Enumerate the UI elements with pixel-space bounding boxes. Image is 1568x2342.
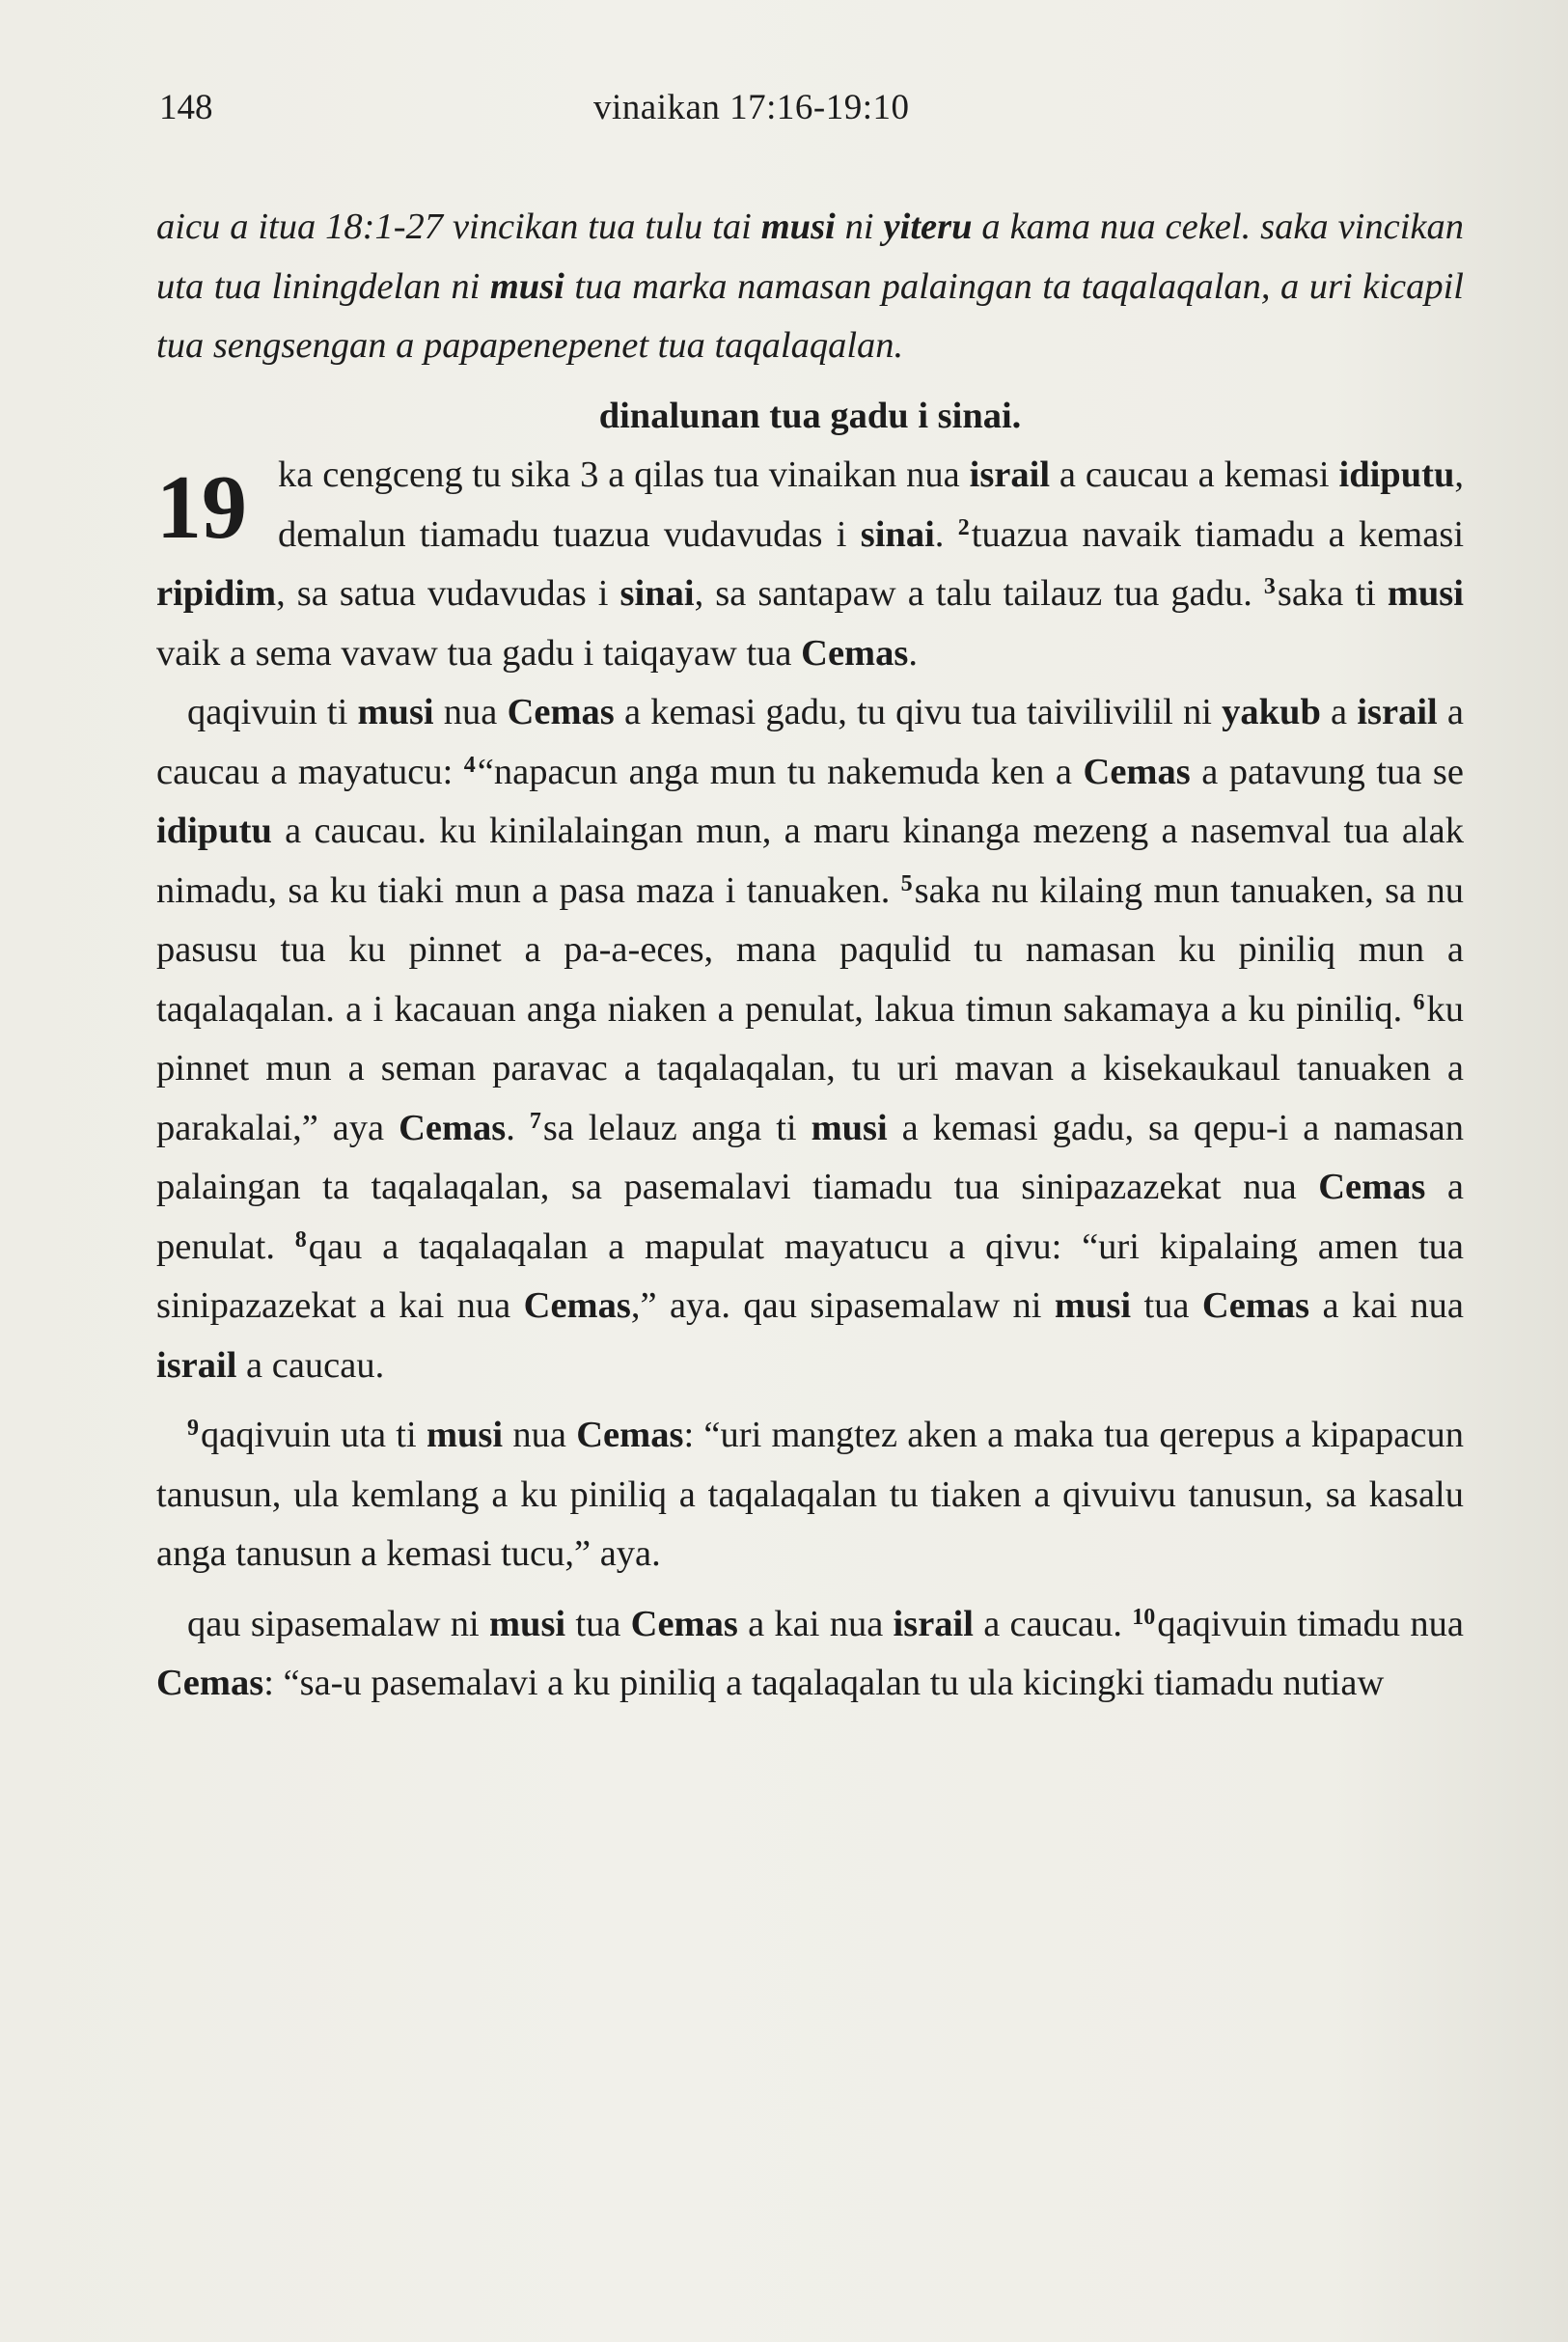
verse-number: 4 xyxy=(463,752,476,778)
text-run: , sa santapaw a talu tailauz tua gadu. xyxy=(694,573,1264,614)
verse-number: 9 xyxy=(187,1416,199,1441)
bold-name: musi xyxy=(1054,1285,1132,1326)
bold-name: musi xyxy=(488,1603,566,1644)
verse-number: 7 xyxy=(529,1108,541,1134)
bold-name: idiputu xyxy=(156,811,272,851)
bold-name: yiteru xyxy=(883,207,973,247)
text-run: a kai nua xyxy=(1309,1285,1464,1326)
text-run: saka nu kilaing mun tanuaken, sa nu pasusu tua ku pinnet a pa-a-eces, mana paqulid tu namasan ku piniliq mun a taqalaqalan. a i kacauan anga niaken a penulat, lakua timun sakamaya a ku piniliq. xyxy=(156,869,1464,1030)
text-run: ,” aya. qau sipasemalaw ni xyxy=(630,1285,1055,1326)
verse-number: 8 xyxy=(294,1226,307,1253)
chapter-summary xyxy=(156,198,1464,376)
bold-name: israil xyxy=(969,455,1051,495)
bold-name: yakub xyxy=(1222,692,1321,732)
bold-name: musi xyxy=(760,207,836,247)
bold-name: Cemas xyxy=(630,1603,738,1644)
bold-name: israil xyxy=(1357,692,1438,732)
bold-name: Cemas xyxy=(576,1415,684,1455)
bold-name: sinai xyxy=(619,573,695,614)
text-run: a caucau a mayatucu: xyxy=(156,692,1465,792)
text-run: qau sipasemalaw ni xyxy=(187,1603,489,1644)
text-run: qau a taqalaqalan a mapulat mayatucu a qivu: “uri kipalaing amen tua sinipazazekat a kai nua xyxy=(156,1226,1464,1326)
text-run: : “uri mangtez aken a maka tua qerepus a kipapacun tanusun, ula kemlang a ku piniliq a taqalaqalan tu tiaken a qivuivu tanusun, sa kasalu anga tanusun a kemasi tucu,” aya. xyxy=(156,1415,1464,1574)
bold-name: idiputu xyxy=(1338,455,1455,495)
bold-name: sinai xyxy=(860,513,935,555)
text-run: vaik a sema vavaw tua gadu i taiqayaw tua xyxy=(156,632,802,674)
text-run: , sa satua vudavudas i xyxy=(276,573,620,614)
paragraph xyxy=(156,1406,1464,1584)
bold-name: musi xyxy=(357,692,434,732)
bold-name: israil xyxy=(156,1344,237,1386)
text-run: . xyxy=(934,513,958,555)
scripture-paragraphs xyxy=(156,446,1464,1714)
text-run: a caucau. ku kinilalaingan mun, a maru kinanga mezeng a nasemval tua alak nimadu, sa ku tiaki mun a pasa maza i tanuaken. xyxy=(156,811,1464,911)
paragraph xyxy=(156,683,1464,1395)
verse-number: 2 xyxy=(957,514,970,540)
text-run: nua xyxy=(433,692,508,732)
text-run: qaqivuin timadu nua xyxy=(1157,1603,1464,1644)
text-run: a kemasi gadu, sa qepu-i a namasan palaingan ta taqalaqalan, sa pasemalavi tiamadu tua sinipazazekat nua xyxy=(156,1107,1464,1207)
section-heading: dinalunan tua gadu i sinai. xyxy=(598,395,1022,436)
text-run: a caucau. xyxy=(236,1344,385,1386)
bold-name: musi xyxy=(426,1415,504,1455)
text-run: ka cengceng tu sika 3 a qilas tua vinaikan nua xyxy=(278,455,970,495)
text-run: . xyxy=(506,1107,530,1148)
bold-name: israil xyxy=(893,1603,974,1644)
text-run: a xyxy=(1320,692,1358,732)
text-run: a kemasi gadu, tu qivu tua taivilivilil ni xyxy=(614,692,1223,732)
bold-name: Cemas xyxy=(1318,1167,1426,1207)
text-run: a caucau a kemasi xyxy=(1050,455,1339,495)
text-run: ku pinnet mun a seman paravac a taqalaqalan, tu uri mavan a kisekaukaul tanuaken a parakalai,” aya xyxy=(156,988,1464,1148)
bold-name: ripidim xyxy=(156,573,277,614)
verse-number: 5 xyxy=(900,870,913,896)
text-run: ni xyxy=(835,207,884,247)
text-run: nua xyxy=(503,1415,577,1455)
bold-name: Cemas xyxy=(1083,751,1191,792)
bold-name: Cemas xyxy=(507,692,615,732)
verse-number: 10 xyxy=(1132,1604,1156,1630)
text-run: a kai nua xyxy=(737,1603,894,1644)
text-run: aicu a itua 18:1-27 vincikan tua tulu tai xyxy=(156,207,761,247)
bold-name: Cemas xyxy=(523,1285,631,1326)
text-run: tua xyxy=(1131,1285,1202,1326)
chapter-number: 19 xyxy=(156,457,247,558)
chapter-opening-paragraph xyxy=(156,446,1464,683)
text-run: qaqivuin uta ti xyxy=(201,1415,426,1455)
text-run: . xyxy=(908,632,918,674)
body-text xyxy=(156,198,1464,1714)
text-run: “napacun anga mun tu nakemuda ken a xyxy=(477,751,1084,792)
text-run: tua marka namasan palaingan ta taqalaqalan, a uri kicapil tua sengsengan a papapenepenet tua taqalaqalan. xyxy=(156,265,1465,366)
bold-name: musi xyxy=(1387,573,1464,614)
bold-name: Cemas xyxy=(399,1107,507,1148)
bold-name: Cemas xyxy=(156,1663,264,1703)
text-run: qaqivuin ti xyxy=(187,692,358,732)
running-head: vinaikan 17:16-19:10 xyxy=(593,88,910,127)
text-run: a penulat. xyxy=(156,1167,1464,1267)
text-run: : “sa-u pasemalavi a ku piniliq a taqalaqalan tu ula kicingki tiamadu nutiaw xyxy=(263,1663,1385,1703)
text-run: a kama nua cekel. saka vincikan uta tua liningdelan ni xyxy=(156,207,1464,307)
text-run: tua xyxy=(565,1603,631,1644)
bold-name: Cemas xyxy=(801,632,909,674)
text-run: saka ti xyxy=(1277,573,1388,614)
bold-name: Cemas xyxy=(1201,1285,1310,1326)
text-run: , demalun tiamadu tuazua vudavudas i xyxy=(278,455,1464,555)
text-run: a caucau. xyxy=(973,1603,1133,1644)
paragraph xyxy=(156,1595,1464,1714)
verse-number: 3 xyxy=(1263,574,1276,599)
text-run: sa lelauz anga ti xyxy=(542,1107,812,1148)
page-number: 148 xyxy=(159,88,213,127)
text-run: a patavung tua se xyxy=(1190,751,1464,792)
bold-name: musi xyxy=(489,265,564,307)
text-run: tuazua navaik tiamadu a kemasi xyxy=(971,513,1465,555)
bold-name: musi xyxy=(811,1107,888,1148)
verse-number: 6 xyxy=(1413,989,1425,1015)
page-header xyxy=(159,87,1423,145)
